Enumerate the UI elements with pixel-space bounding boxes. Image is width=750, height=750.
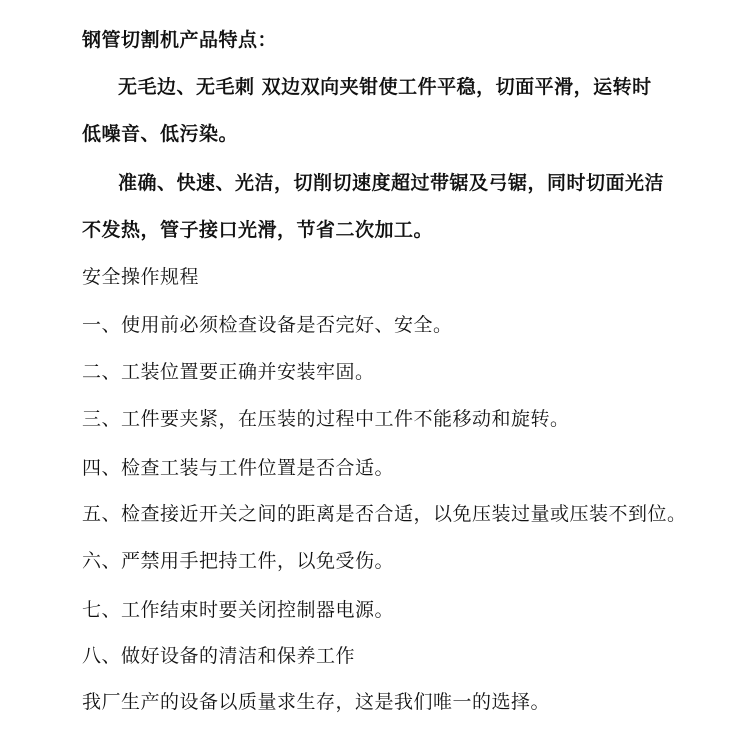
safety-rule-4: 四、检查工装与工件位置是否合适。 [82, 457, 395, 479]
safety-rule-8: 八、做好设备的清洁和保养工作 [82, 645, 356, 667]
closing-statement: 我厂生产的设备以质量求生存，这是我们唯一的选择。 [82, 691, 551, 713]
feature-2-line-2: 不发热，管子接口光滑，节省二次加工。 [82, 219, 434, 241]
intro-heading: 钢管切割机产品特点： [82, 29, 278, 51]
safety-rule-2: 二、工装位置要正确并安装牢固。 [82, 361, 375, 383]
safety-rule-1: 一、使用前必须检查设备是否完好、安全。 [82, 314, 453, 336]
feature-1-line-1: 无毛边、无毛刺 双边双向夹钳使工件平稳，切面平滑，运转时 [118, 76, 652, 98]
safety-rule-5: 五、检查接近开关之间的距离是否合适，以免压装过量或压装不到位。 [82, 503, 687, 525]
safety-rule-3: 三、工件要夹紧，在压装的过程中工件不能移动和旋转。 [82, 408, 570, 430]
safety-rule-6: 六、严禁用手把持工件，以免受伤。 [82, 550, 395, 572]
feature-2-line-1: 准确、快速、光洁，切削切速度超过带锯及弓锯，同时切面光洁 [118, 172, 665, 194]
feature-1-line-2: 低噪音、低污染。 [82, 123, 239, 145]
safety-rule-7: 七、工作结束时要关闭控制器电源。 [82, 599, 395, 621]
safety-heading: 安全操作规程 [82, 266, 200, 288]
